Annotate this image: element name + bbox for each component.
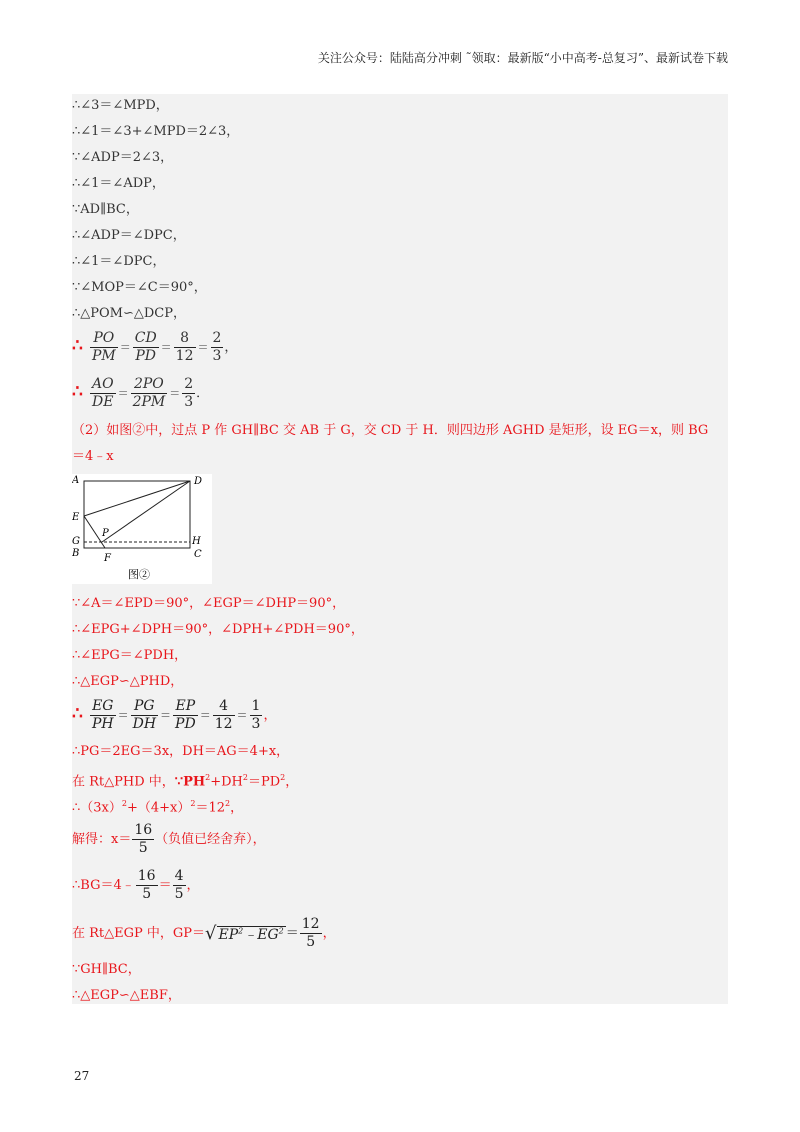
proof-line: ∴∠EPG＝∠PDH， [72,648,188,663]
therefore-symbol: ∴ [72,336,83,356]
proof-line: ∴∠1＝∠3+∠MPD＝2∠3， [72,124,240,139]
square-root: √ $EP^2﹣EG^2$ [205,922,284,944]
fraction-equation-3: ∴ $\frac{EG}{PH}$ ＝ $\frac{PG}{DH}$ ＝ $\frac{EP}{PD}$ ＝ $\frac{4}{12}$ ＝ $\frac{1}{3}$ ， [72,698,277,732]
fraction: $\frac{CD}{PD}$ [134,330,157,364]
fraction: $\frac{16}{5}$ [134,822,153,856]
label-p: P [102,528,109,539]
fraction: $\frac{PG}{DH}$ [132,698,157,732]
proof-line: ∵GH∥BC， [72,962,141,977]
proof-line: ∴△EGP∽△EBF， [72,988,181,1003]
solution-content [72,94,728,1004]
fraction: $\frac{1}{3}$ [251,698,261,732]
fraction: $\frac{PO}{PM}$ [91,330,116,364]
fraction: $\frac{4}{5}$ [174,868,184,902]
proof-line-gp: 在 Rt△EGP 中，GP＝√ $EP^2﹣EG^2$ ＝ $\frac{12}{5}$ ， [72,916,336,950]
figure-caption: 图② [128,568,150,581]
fraction: $\frac{EP}{PD}$ [175,698,196,732]
proof-line-equation: $\therefore(3x)^2+(4+x)^2=12^2$， [72,799,244,816]
therefore-symbol: ∴ [72,382,83,402]
proof-line: ∴∠3＝∠MPD， [72,98,169,113]
label-f: F [104,553,111,564]
proof-line: ∴∠1＝∠ADP， [72,176,165,191]
label-d: D [194,476,203,487]
fraction: $\frac{2}{3}$ [212,330,222,364]
proof-line: ∴PG＝2EG＝3x，DH＝AG＝4+x， [72,744,290,759]
proof-line: ∵∠A＝∠EPD＝90°，∠EGP＝∠DHP＝90°， [72,596,346,611]
label-g: G [72,536,80,547]
fraction: $\frac{16}{5}$ [137,868,156,902]
fraction-equation-2: ∴ $\frac{AO}{DE}$ ＝ $\frac{2PO}{2PM}$ ＝ $\frac{2}{3}$ ． [72,376,210,410]
part2-intro-cont: ＝4﹣x [72,449,114,464]
fraction: $\frac{AO}{DE}$ [91,376,114,410]
proof-line-bg: ∴BG＝4﹣ $\frac{16}{5}$ ＝ $\frac{4}{5}$ ， [72,868,200,902]
geometry-diagram [72,474,212,584]
part2-intro: （2）如图②中，过点 P 作 GH∥BC 交 AB 于 G，交 CD 于 H．则四边形 AGHD 是矩形，设 EG＝x，则 BG [72,423,709,438]
proof-line: ∴△EGP∽△PHD， [72,674,184,689]
proof-line: ∴∠ADP＝∠DPC， [72,228,186,243]
fraction: $\frac{12}{5}$ [301,916,320,950]
proof-line: ∵∠MOP＝∠C＝90°， [72,280,207,295]
label-a: A [72,475,80,486]
label-c: C [194,549,202,560]
fraction: $\frac{8}{12}$ [175,330,194,364]
fraction: $\frac{4}{12}$ [214,698,233,732]
fraction: $\frac{2PO}{2PM}$ [132,376,166,410]
proof-line: ∴△POM∽△DCP， [72,306,186,321]
label-b: B [72,548,80,559]
fraction-equation-1: ∴ $\frac{PO}{PM}$ ＝ $\frac{CD}{PD}$ ＝ $\frac{8}{12}$ ＝ $\frac{2}{3}$ ， [72,330,238,364]
proof-line: ∴∠1＝∠DPC， [72,254,166,269]
label-h: H [192,536,201,547]
proof-line: ∵∠ADP＝2∠3， [72,150,174,165]
proof-line-pythagoras: 在 Rt△PHD 中，$\because PH^2+DH^2=PD^2$， [72,773,299,790]
proof-line: ∴∠EPG+∠DPH＝90°，∠DPH+∠PDH＝90°， [72,622,364,637]
page-number: 27 [74,1069,90,1083]
fraction: $\frac{2}{3}$ [184,376,194,410]
therefore-symbol: ∴ [72,704,83,724]
proof-line-solution: 解得：x＝ $\frac{16}{5}$ （负值已经舍弃）， [72,822,266,856]
page-header: 关注公众号：陆陆高分冲刺 ˜领取：最新版“小中高考-总复习”、最新试卷下载 [317,51,728,65]
label-e: E [72,512,80,523]
proof-line: ∵AD∥BC， [72,202,139,217]
fraction: $\frac{EG}{PH}$ [91,698,114,732]
